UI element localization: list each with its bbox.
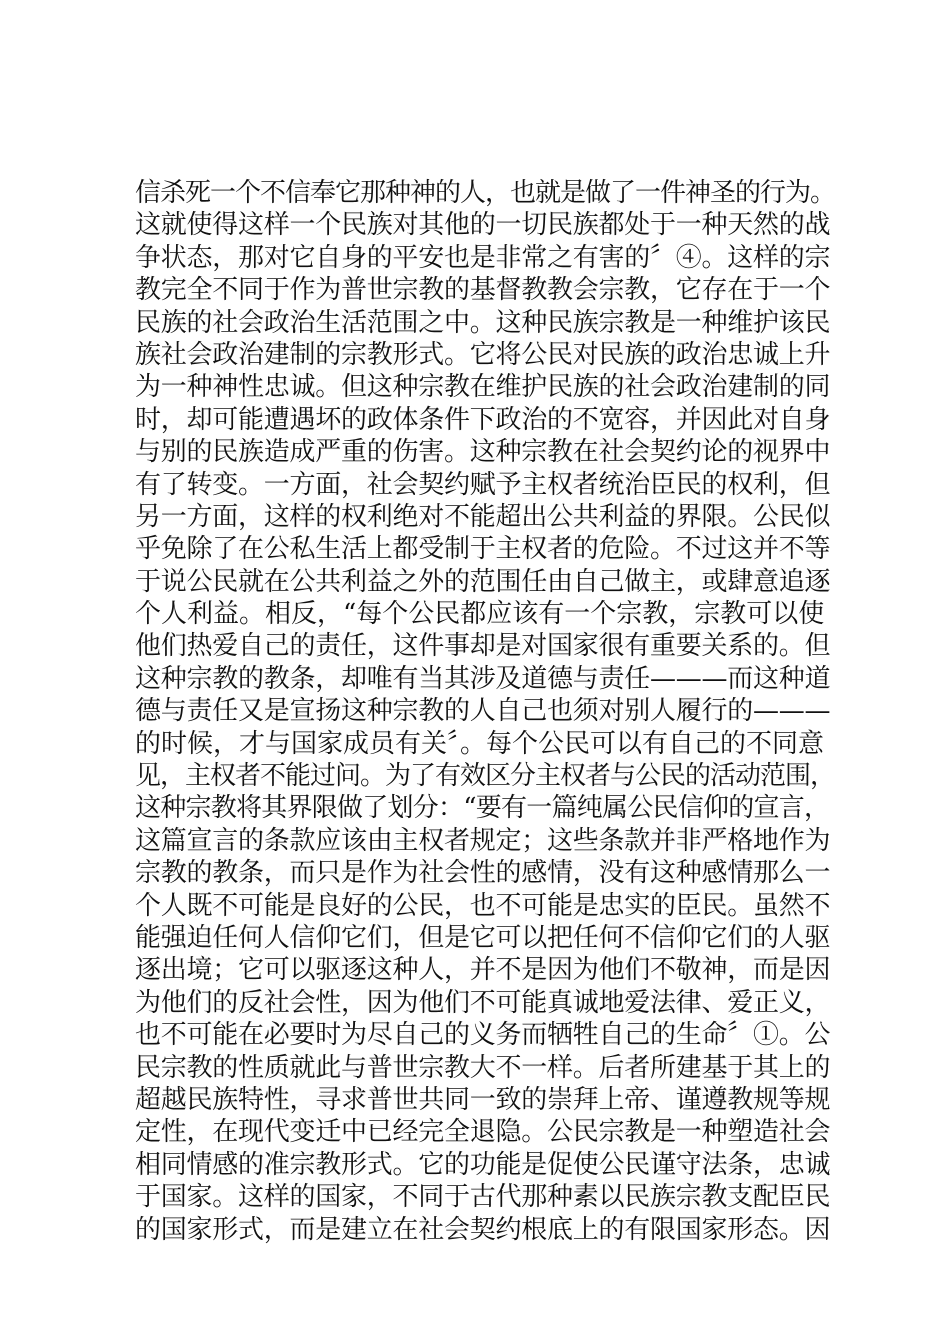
text-line: 于说公民就在公共利益之外的范围任由自己做主，或肆意追逐 bbox=[135, 566, 831, 597]
text-line: 也不可能在必要时为尽自己的义务而牺牲自己的生命〞①。公 bbox=[135, 1020, 831, 1051]
text-line: 他们热爱自己的责任，这件事却是对国家很有重要关系的。但 bbox=[135, 631, 831, 662]
text-line: 有了转变。一方面，社会契约赋予主权者统治臣民的权利，但 bbox=[135, 469, 831, 500]
text-line: 争状态，那对它自身的平安也是非常之有害的〞④。这样的宗 bbox=[135, 242, 831, 273]
text-line: 这就使得这样一个民族对其他的一切民族都处于一种天然的战 bbox=[135, 210, 831, 241]
body-text bbox=[135, 177, 835, 1246]
text-line: 的国家形式，而是建立在社会契约根底上的有限国家形态。因 bbox=[135, 1214, 831, 1245]
text-line: 乎免除了在公私生活上都受制于主权者的危险。不过这并不等 bbox=[135, 534, 831, 565]
text-line: 定性，在现代变迁中已经完全退隐。公民宗教是一种塑造社会 bbox=[135, 1117, 831, 1148]
text-line: 时，却可能遭遇坏的政体条件下政治的不宽容，并因此对自身 bbox=[135, 404, 831, 435]
text-line: 德与责任又是宣扬这种宗教的人自己也须对别人履行的——— bbox=[135, 696, 831, 727]
text-line: 于国家。这样的国家，不同于古代那种素以民族宗教支配臣民 bbox=[135, 1182, 831, 1213]
text-line: 宗教的教条，而只是作为社会性的感情，没有这种感情那么一 bbox=[135, 858, 831, 889]
text-line: 为一种神性忠诚。但这种宗教在维护民族的社会政治建制的同 bbox=[135, 372, 831, 403]
text-line: 与别的民族造成严重的伤害。这种宗教在社会契约论的视界中 bbox=[135, 437, 831, 468]
text-line: 相同情感的准宗教形式。它的功能是促使公民谨守法条，忠诚 bbox=[135, 1149, 831, 1180]
text-line: 超越民族特性，寻求普世共同一致的崇拜上帝、谨遵教规等规 bbox=[135, 1084, 831, 1115]
text-line: 这种宗教将其界限做了划分：“要有一篇纯属公民信仰的宣言， bbox=[135, 793, 830, 824]
text-line: 见，主权者不能过问。为了有效区分主权者与公民的活动范围， bbox=[135, 761, 835, 792]
text-line: 这篇宣言的条款应该由主权者规定；这些条款并非严格地作为 bbox=[135, 825, 831, 856]
text-line: 民族的社会政治生活范围之中。这种民族宗教是一种维护该民 bbox=[135, 307, 831, 338]
text-line: 教完全不同于作为普世宗教的基督教教会宗教，它存在于一个 bbox=[135, 275, 831, 306]
text-line: 逐出境；它可以驱逐这种人，并不是因为他们不敬神，而是因 bbox=[135, 955, 831, 986]
text-line: 信杀死一个不信奉它那种神的人，也就是做了一件神圣的行为。 bbox=[135, 178, 835, 208]
text-line: 个人既不可能是良好的公民，也不可能是忠实的臣民。虽然不 bbox=[135, 890, 831, 921]
text-line: 这种宗教的教条，却唯有当其涉及道德与责任———而这种道 bbox=[135, 663, 831, 694]
text-line: 能强迫任何人信仰它们，但是它可以把任何不信仰它们的人驱 bbox=[135, 922, 831, 953]
text-line: 民宗教的性质就此与普世宗教大不一样。后者所建基于其上的 bbox=[135, 1052, 831, 1083]
text-line: 族社会政治建制的宗教形式。它将公民对民族的政治忠诚上升 bbox=[135, 339, 831, 370]
text-line: 个人利益。相反，“每个公民都应该有一个宗教，宗教可以使 bbox=[135, 599, 825, 630]
text-line: 另一方面，这样的权利绝对不能超出公共利益的界限。公民似 bbox=[135, 501, 831, 532]
text-line: 的时候，才与国家成员有关〞。每个公民可以有自己的不同意 bbox=[135, 728, 825, 759]
text-line: 为他们的反社会性，因为他们不可能真诚地爱法律、爱正义， bbox=[135, 987, 831, 1018]
